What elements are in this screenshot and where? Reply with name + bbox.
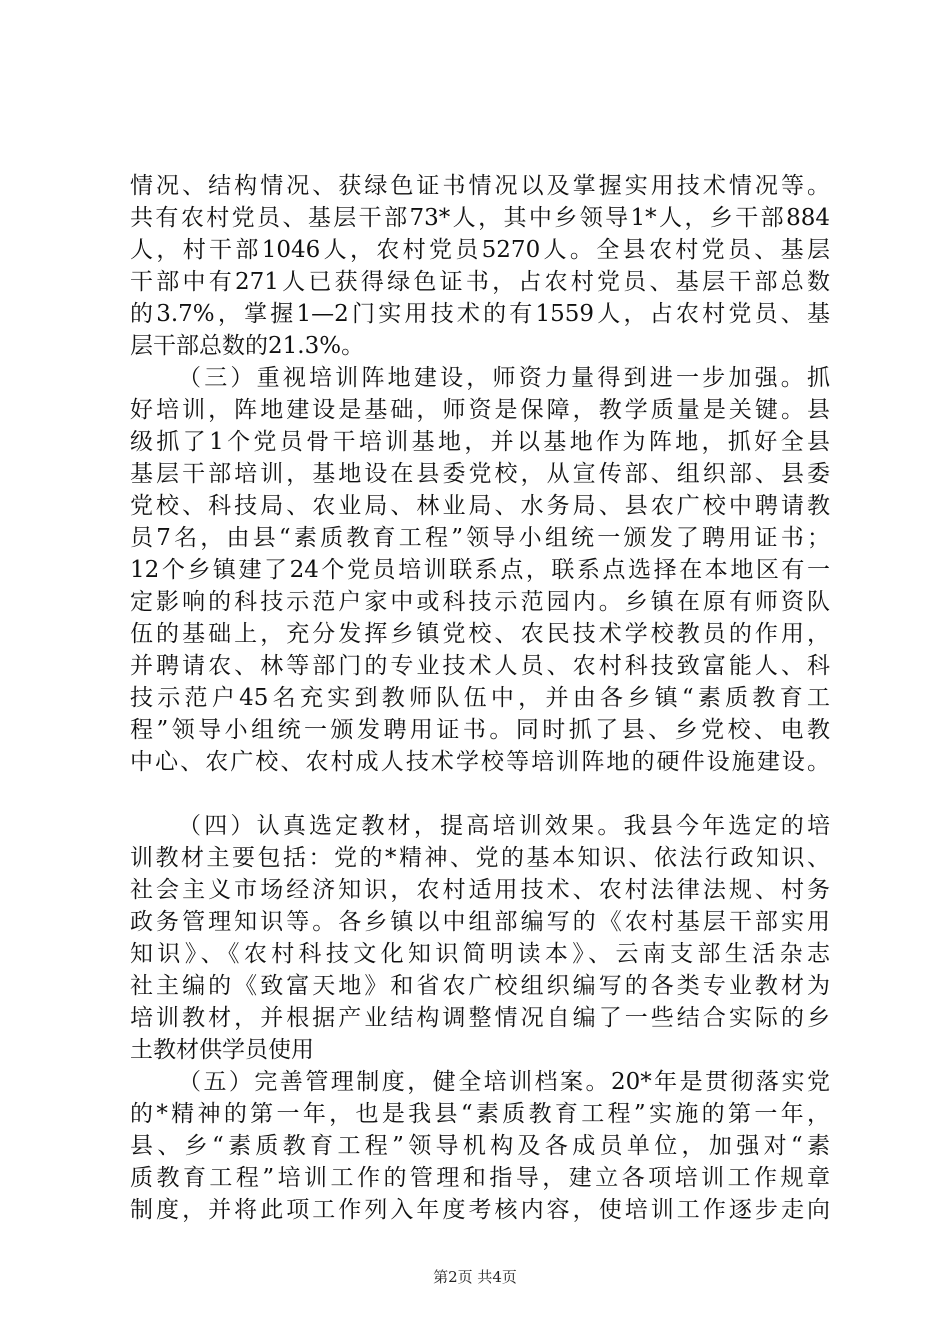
text-line: 共有农村党员、基层干部73*人，其中乡领导1*人，乡干部884 (130, 205, 830, 231)
text-line: 基层干部培训，基地设在县委党校，从宣传部、组织部、县委 (130, 461, 830, 487)
text-line: 伍的基础上，充分发挥乡镇党校、农民技术学校教员的作用， (130, 621, 830, 647)
text-line: 情况、结构情况、获绿色证书情况以及掌握实用技术情况等。 (130, 173, 830, 199)
text-line: 训教材主要包括：党的*精神、党的基本知识、依法行政知识、 (130, 845, 830, 871)
text-line: 社主编的《致富天地》和省农广校组织编写的各类专业教材为 (130, 973, 830, 999)
text-line: 知识》、《农村科技文化知识简明读本》、云南支部生活杂志 (130, 941, 830, 967)
text-line: 政务管理知识等。各乡镇以中组部编写的《农村基层干部实用 (130, 909, 830, 935)
text-line: 土教材供学员使用 (130, 1037, 314, 1063)
text-line: 培训教材，并根据产业结构调整情况自编了一些结合实际的乡 (130, 1005, 830, 1031)
text-line: 员7名，由县“素质教育工程”领导小组统一颁发了聘用证书； (130, 525, 830, 551)
text-line: 干部中有271人已获得绿色证书，占农村党员、基层干部总数 (130, 269, 830, 295)
paragraph-heading-5: （五）完善管理制度，健全培训档案。20*年是贯彻落实党 (178, 1069, 830, 1095)
text-line: 技示范户45名充实到教师队伍中，并由各乡镇“素质教育工 (130, 685, 830, 711)
page-number-footer: 第2页 共4页 (433, 1268, 517, 1286)
text-line: 质教育工程”培训工作的管理和指导，建立各项培训工作规章 (130, 1165, 830, 1191)
text-line: 县、乡“素质教育工程”领导机构及各成员单位，加强对“素 (130, 1133, 830, 1159)
paragraph-heading-4: （四）认真选定教材，提高培训效果。我县今年选定的培 (178, 813, 830, 839)
paragraph-heading-3: （三）重视培训阵地建设，师资力量得到进一步加强。抓 (178, 365, 830, 391)
text-line: 人，村干部1046人，农村党员5270人。全县农村党员、基层 (130, 237, 830, 263)
text-line: 并聘请农、林等部门的专业技术人员、农村科技致富能人、科 (130, 653, 830, 679)
text-line: 定影响的科技示范户家中或科技示范园内。乡镇在原有师资队 (130, 589, 830, 615)
text-line: 的3.7%，掌握1—2门实用技术的有1559人，占农村党员、基 (130, 301, 830, 327)
text-line: 社会主义市场经济知识，农村适用技术、农村法律法规、村务 (130, 877, 830, 903)
text-line: 党校、科技局、农业局、林业局、水务局、县农广校中聘请教 (130, 493, 830, 519)
text-line: 级抓了1个党员骨干培训基地，并以基地作为阵地，抓好全县 (130, 429, 830, 455)
text-line: 好培训，阵地建设是基础，师资是保障，教学质量是关键。县 (130, 397, 830, 423)
text-line: 12个乡镇建了24个党员培训联系点，联系点选择在本地区有一 (130, 557, 830, 583)
text-line: 层干部总数的21.3%。 (130, 333, 365, 359)
text-line: 程”领导小组统一颁发聘用证书。同时抓了县、乡党校、电教 (130, 717, 830, 743)
text-line: 的*精神的第一年，也是我县“素质教育工程”实施的第一年， (130, 1101, 830, 1127)
text-line: 制度，并将此项工作列入年度考核内容，使培训工作逐步走向 (130, 1197, 830, 1223)
text-line: 中心、农广校、农村成人技术学校等培训阵地的硬件设施建设。 (130, 749, 830, 775)
